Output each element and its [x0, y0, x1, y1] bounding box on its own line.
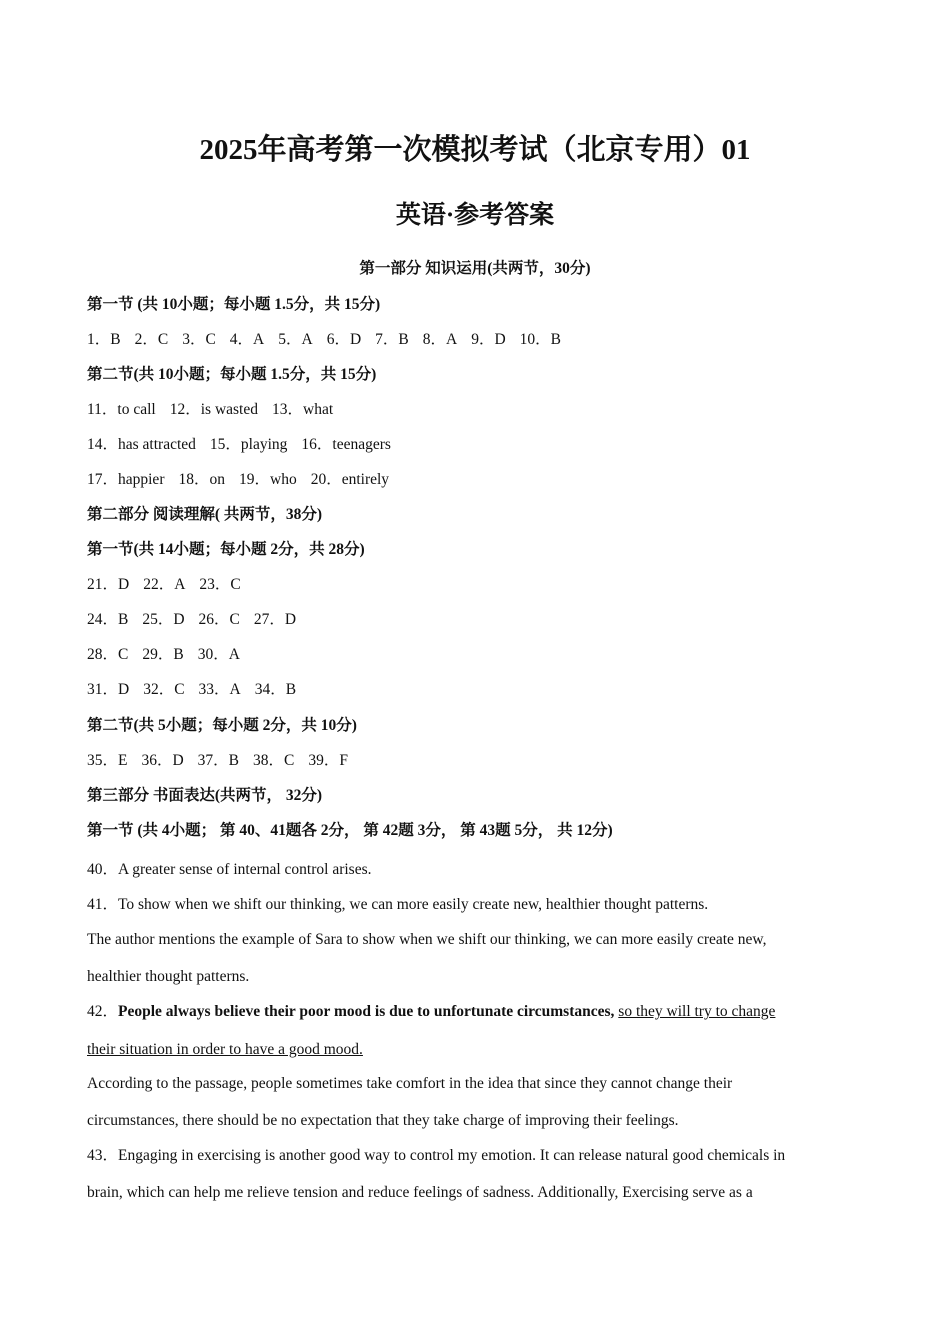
- q42-bold-text: People always believe their poor mood is due to unfortunate circumstances,: [118, 1003, 615, 1020]
- q42-answer: [87, 1001, 857, 1023]
- answer-item: 25．D: [142, 611, 185, 628]
- part3-heading: 第三部分 书面表达(共两节， 32分): [87, 787, 323, 804]
- answer-item: 13．what: [272, 401, 334, 418]
- answer-item: 7．B: [375, 331, 409, 348]
- answer-item: 31．D: [87, 681, 130, 698]
- answer-item: 5．A: [278, 331, 313, 348]
- answer-item: 22．A: [143, 576, 186, 593]
- answer-item: 35．E: [87, 752, 128, 769]
- answer-item: 14．has attracted: [87, 436, 196, 453]
- q41-answer: 41．To show when we shift our thinking, we can more easily create new, healthier thought patterns.: [87, 896, 709, 913]
- q40-answer: 40．A greater sense of internal control arises.: [87, 861, 372, 878]
- q41-explanation-line: The author mentions the example of Sara to show when we shift our thinking, we can more easily create new,: [87, 931, 767, 948]
- answer-item: 37．B: [197, 752, 240, 769]
- part1-heading: 第一部分 知识运用(共两节，30分): [359, 260, 591, 277]
- q43-answer-line: brain, which can help me relieve tension and reduce feelings of sadness. Additionally, Exercising serve as a: [87, 1184, 753, 1201]
- page-title: 2025年高考第一次模拟考试（北京专用）01: [199, 134, 751, 166]
- q42-explanation-line: circumstances, there should be no expectation that they take charge of improving their feelings.: [87, 1112, 679, 1129]
- answer-row: [87, 469, 857, 491]
- answer-item: 12．is wasted: [169, 401, 258, 418]
- answer-item: 34．B: [254, 681, 297, 698]
- answer-item: 19．who: [239, 471, 297, 488]
- part3-section1-heading: 第一节 (共 4小题； 第 40、41题各 2分， 第 42题 3分， 第 43题 5分， 共 12分): [87, 822, 613, 839]
- q42-answer-continued: [87, 1039, 857, 1061]
- answer-item: 16．teenagers: [301, 436, 391, 453]
- answer-item: 9．D: [471, 331, 506, 348]
- answer-item: 32．C: [143, 681, 185, 698]
- answer-item: 24．B: [87, 611, 129, 628]
- answer-item: 30．A: [197, 646, 240, 663]
- answer-item: 29．B: [142, 646, 184, 663]
- answer-item: 28．C: [87, 646, 129, 663]
- answer-item: 1．B: [87, 331, 121, 348]
- part2-section1-heading: 第一节(共 14小题；每小题 2分，共 28分): [87, 541, 365, 558]
- answer-item: 15．playing: [209, 436, 288, 453]
- answer-row: [87, 609, 857, 631]
- answer-row: [87, 434, 857, 456]
- answer-item: 3．C: [182, 331, 216, 348]
- part1-section2-heading: 第二节(共 10小题；每小题 1.5分，共 15分): [87, 366, 377, 383]
- answer-row: [87, 644, 857, 666]
- q42-number: 42．: [87, 1003, 119, 1020]
- answer-item: 11．to call: [87, 401, 156, 418]
- answer-item: 17．happier: [87, 471, 165, 488]
- answer-item: 4．A: [229, 331, 265, 348]
- q42-underlined-text: their situation in order to have a good mood.: [87, 1041, 363, 1058]
- part2-section2-heading: 第二节(共 5小题；每小题 2分，共 10分): [87, 717, 357, 734]
- answer-item: 27．D: [253, 611, 297, 628]
- answer-item: 36．D: [141, 752, 184, 769]
- part1-section1-heading: 第一节 (共 10小题；每小题 1.5分，共 15分): [87, 296, 381, 313]
- part2-heading: 第二部分 阅读理解( 共两节，38分): [87, 506, 323, 523]
- answer-item: 8．A: [422, 331, 458, 348]
- q42-underlined-text: so they will try to change: [618, 1003, 776, 1020]
- answer-row: [87, 574, 857, 596]
- answer-row: [87, 679, 857, 701]
- answer-item: 39．F: [308, 752, 348, 769]
- answer-item: 21．D: [87, 576, 130, 593]
- answer-item: 6．D: [326, 331, 362, 348]
- q41-explanation-line: healthier thought patterns.: [87, 968, 250, 985]
- q43-answer-line: 43．Engaging in exercising is another good way to control my emotion. It can release natural good chemicals in: [87, 1147, 786, 1164]
- part1-section1-answers: [87, 329, 857, 351]
- answer-item: 20．entirely: [310, 471, 390, 488]
- answer-item: 26．C: [198, 611, 240, 628]
- answer-item: 38．C: [253, 752, 295, 769]
- page-subtitle: 英语·参考答案: [395, 202, 555, 229]
- answer-item: 10．B: [519, 331, 561, 348]
- answer-item: 23．C: [199, 576, 241, 593]
- answer-row: [87, 750, 857, 772]
- q42-explanation-line: According to the passage, people sometimes take comfort in the idea that since they cannot change their: [87, 1075, 733, 1092]
- answer-item: 33．A: [198, 681, 241, 698]
- answer-row: [87, 399, 857, 421]
- answer-item: 18．on: [178, 471, 225, 488]
- answer-item: 2．C: [134, 331, 169, 348]
